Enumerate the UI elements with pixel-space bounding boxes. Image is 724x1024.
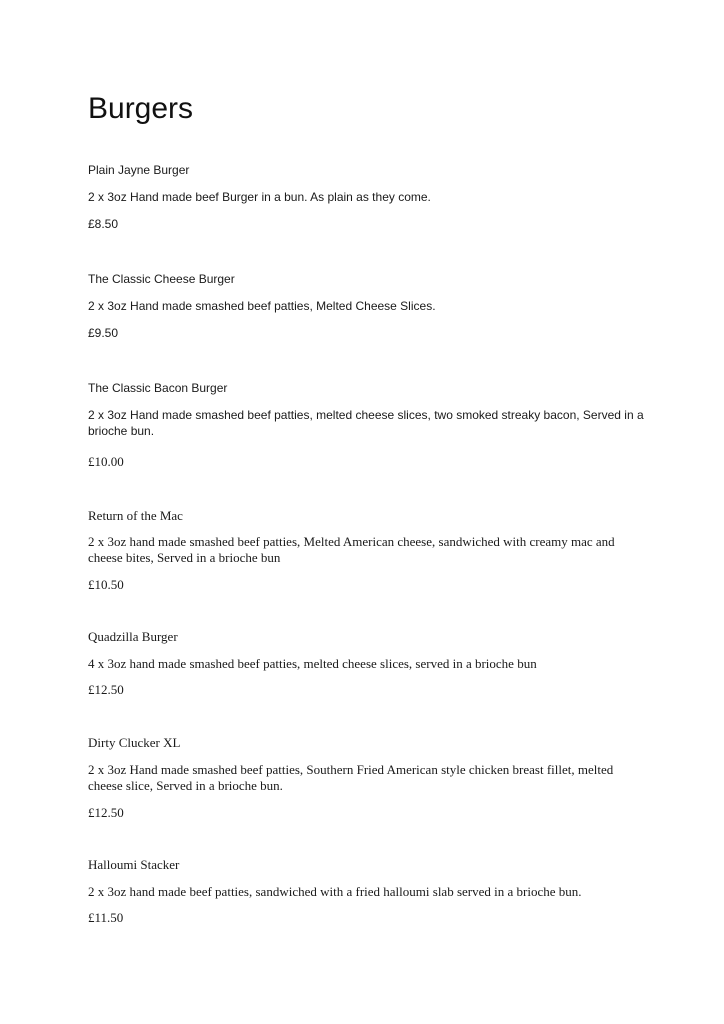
page-title: Burgers (88, 92, 194, 125)
item-name: Return of the Mac (88, 508, 183, 523)
item-name: The Classic Cheese Burger (88, 272, 235, 286)
item-description: 2 x 3oz Hand made smashed beef patties, Southern Fried American style chicken breast fillet, melted cheese slice, Served in a brioche bun. (88, 762, 614, 793)
item-name: Plain Jayne Burger (88, 163, 190, 177)
item-price: £10.00 (88, 454, 124, 469)
item-description: 2 x 3oz hand made beef patties, sandwiched with a fried halloumi slab served in a brioche bun. (88, 884, 582, 899)
item-name: Dirty Clucker XL (88, 735, 181, 750)
item-price: £10.50 (88, 577, 124, 592)
item-price: £12.50 (88, 805, 124, 820)
item-price: £9.50 (88, 326, 119, 340)
item-description: 2 x 3oz Hand made smashed beef patties, melted cheese slices, two smoked streaky bacon, Served in a brioche bun. (88, 408, 644, 438)
item-price: £12.50 (88, 682, 124, 697)
item-price: £11.50 (88, 910, 124, 925)
item-name: The Classic Bacon Burger (88, 381, 228, 395)
item-description: 2 x 3oz Hand made beef Burger in a bun. As plain as they come. (88, 190, 431, 204)
item-name: Quadzilla Burger (88, 629, 178, 644)
item-price: £8.50 (88, 217, 119, 231)
item-description: 4 x 3oz hand made smashed beef patties, melted cheese slices, served in a brioche bun (88, 656, 537, 671)
item-name: Halloumi Stacker (88, 857, 180, 872)
item-description: 2 x 3oz Hand made smashed beef patties, Melted Cheese Slices. (88, 299, 436, 313)
item-description: 2 x 3oz hand made smashed beef patties, Melted American cheese, sandwiched with creamy mac and cheese bites, Served in a brioche bun (88, 534, 615, 565)
